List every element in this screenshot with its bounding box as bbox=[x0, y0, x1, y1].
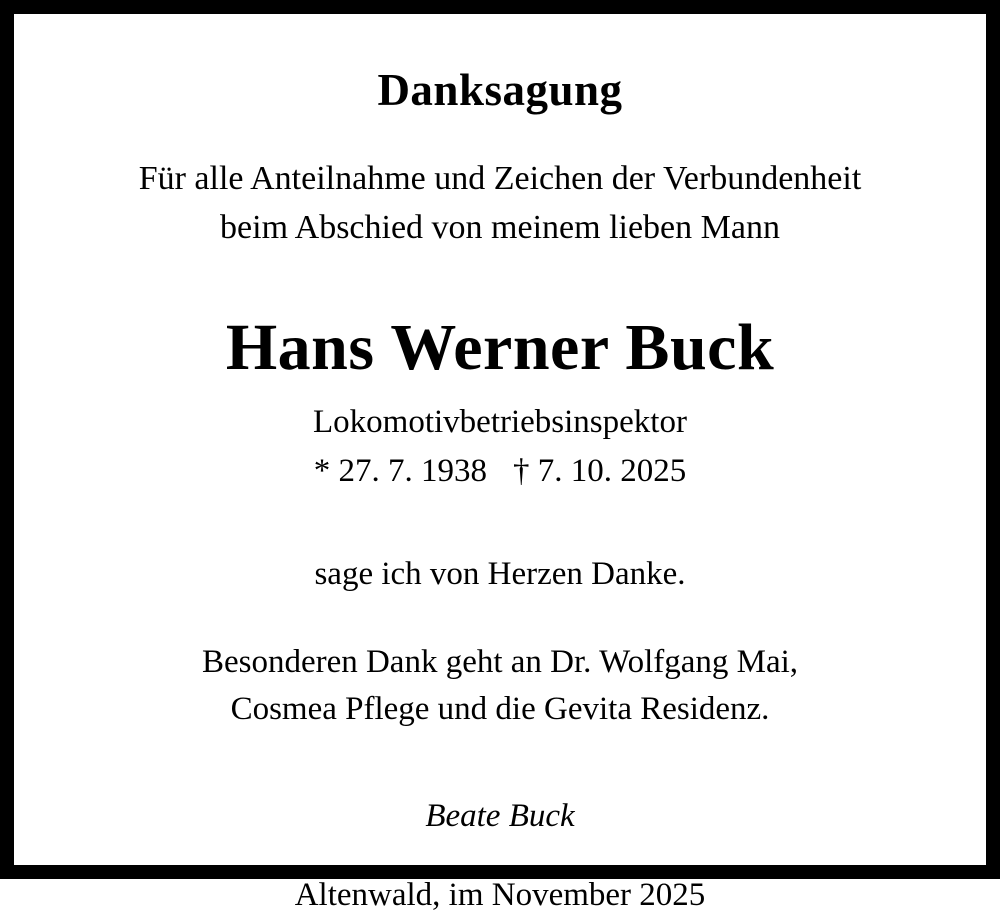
birth-date: * 27. 7. 1938 bbox=[313, 453, 487, 489]
thanks-text: sage ich von Herzen Danke. bbox=[314, 556, 686, 593]
place-and-date: Altenwald, im November 2025 bbox=[294, 877, 706, 914]
special-thanks-text bbox=[14, 642, 986, 731]
notice-title: Danksagung bbox=[377, 65, 623, 115]
deceased-name: Hans Werner Buck bbox=[225, 311, 775, 385]
intro-line-1: Für alle Anteilnahme und Zeichen der Verbundenheit bbox=[138, 160, 862, 198]
intro-line-2: beim Abschied von meinem lieben Mann bbox=[220, 208, 780, 246]
signature-name: Beate Buck bbox=[425, 798, 575, 834]
profession-label: Lokomotivbetriebsinspektor bbox=[313, 403, 687, 440]
death-date: † 7. 10. 2025 bbox=[513, 453, 687, 489]
special-thanks-line-1: Besonderen Dank geht an Dr. Wolfgang Mai, bbox=[201, 643, 799, 680]
life-dates bbox=[14, 451, 986, 492]
intro-text bbox=[14, 158, 986, 249]
notice-content bbox=[14, 62, 986, 917]
special-thanks-line-2: Cosmea Pflege und die Gevita Residenz. bbox=[230, 690, 770, 727]
